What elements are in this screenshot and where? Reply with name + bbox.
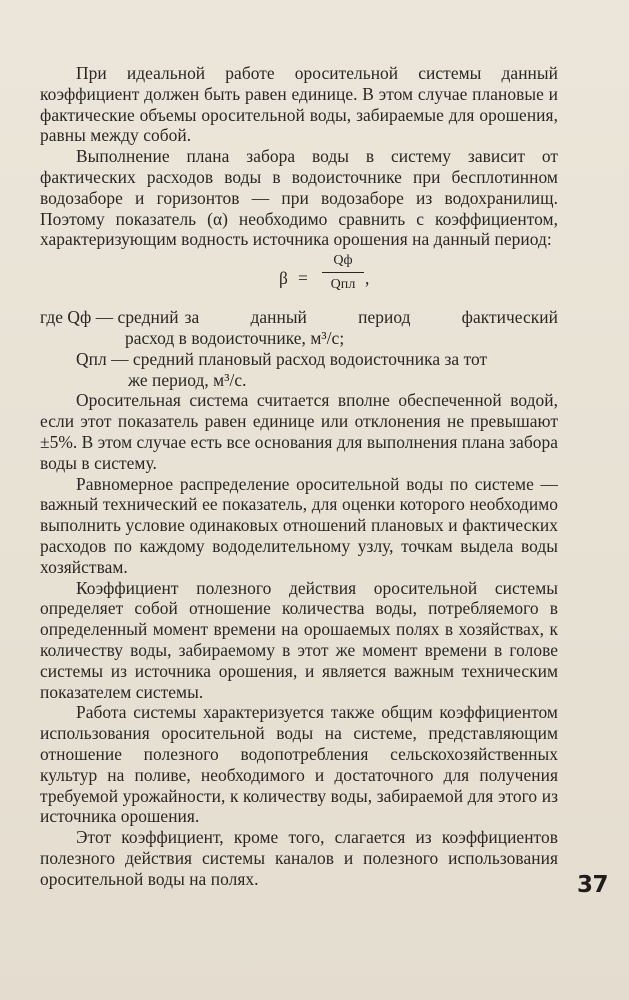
- definition-where-lead: где Qф — средний: [40, 307, 179, 328]
- paragraph-coefficient-composition: Этот коэффициент, кроме того, слагается из коэффициентов полезного действия системы каналов и полезного использования оросительной воды на полях.: [40, 827, 558, 889]
- definition-q-plan-cont: же период, м³/с.: [128, 369, 247, 390]
- formula-fraction: [322, 252, 364, 294]
- formula-trailing-comma: ,: [365, 268, 370, 289]
- formula-numerator: Qф: [333, 253, 353, 269]
- page-number: 37: [577, 872, 609, 898]
- definition-q-fact-cont: расход в водоисточнике, м³/с;: [125, 327, 345, 348]
- definition-q-plan: Qпл — средний плановый расход водоисточника за тот: [76, 348, 488, 369]
- paragraph-water-supply: Оросительная система считается вполне обеспеченной водой, если этот показатель равен единице или отклонения не превышают ±5%. В этом случае есть все основания для выполнения плана забора воды в систему.: [40, 390, 558, 473]
- paragraph-uniform-distribution: Равномерное распределение оросительной воды по системе — важный технический ее показатель, для оценки которого необходимо выполнить условие одинаковых отношений плановых и фактических расходов по каждому вододелительному узлу, точкам выдела воды хозяйствам.: [40, 473, 558, 577]
- formula-equals: =: [298, 268, 308, 289]
- paragraph-efficiency: Коэффициент полезного действия оросительной системы определяет собой отношение количества воды, потребляемого в определенный момент времени на орошаемых полях в хозяйствах, к количеству воды, забираемому в этот же момент времени в голове системы из источника орошения, и является важным техническим показателем системы.: [40, 577, 558, 702]
- paragraph-water-intake-plan: Выполнение плана забора воды в систему зависит от фактических расходов воды в водоисточнике при бесплотинном водозаборе и горизонтов — при водозаборе из водохранилищ. Поэтому показатель (α) необходимо сравнить с коэффициентом, характеризующим водность источника орошения на данный период:: [40, 146, 558, 250]
- formula-denominator: Qпл: [330, 277, 356, 293]
- fraction-bar: [322, 272, 364, 273]
- formula-beta: [40, 252, 558, 301]
- formula-lhs: β: [279, 268, 288, 289]
- page-body: [40, 63, 558, 889]
- definition-q-fact-desc: за данный период фактический: [184, 307, 558, 328]
- paragraph-usage-coefficient: Работа системы характеризуется также общим коэффициентом использования оросительной воды на системе, представляющим отношение полезного водопотребления сельскохозяйственных культур на поливе, необходимого и достаточного для получения требуемой урожайности, к количеству воды, забираемой для этого из источника орошения.: [40, 702, 558, 827]
- paragraph-ideal-operation: При идеальной работе оросительной системы данный коэффициент должен быть равен единице. В этом случае плановые и фактические объемы оросительной воды, забираемые для орошения, равны между собой.: [40, 63, 558, 146]
- definition-q-fact: [40, 307, 558, 328]
